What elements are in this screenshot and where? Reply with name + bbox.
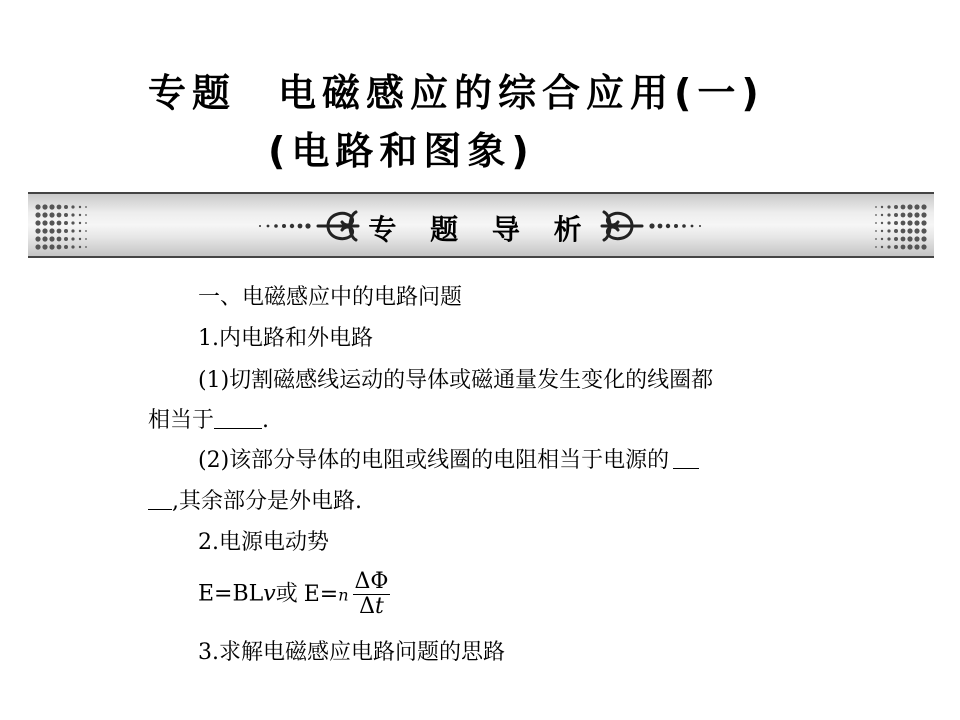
title-main: 电磁感应的综合应用(一) [278,71,765,115]
formula-e1: E=BL [198,581,264,607]
formula-fraction [353,570,391,619]
emf-formula [198,570,390,619]
denominator-delta: Δ [359,594,376,619]
fill-blank-2a [673,446,699,469]
fill-blank-1 [214,406,262,429]
item-1-heading: 1.内电路和外电路 [198,326,373,351]
page-title-line-1 [148,62,765,117]
item-1-1-text: 相当于 [148,408,215,433]
section-banner [28,192,934,258]
fraction-denominator [353,595,391,619]
item-1-2-tail: ,其余部分是外电路. [172,489,362,514]
title-prefix: 专题 [148,71,237,115]
fraction-numerator: ΔΦ [354,569,389,594]
item-1-2-text: (2)该部分导体的电阻或线圈的电阻相当于电源的 [198,448,670,473]
item-1-2-line-2 [148,487,362,517]
fill-blank-2b [148,487,172,510]
section-heading: 一、电磁感应中的电路问题 [198,285,463,310]
formula-n: n [338,585,349,605]
banner-title: 专 题 导 析 [368,213,594,246]
item-1-1-line-1: (1)切割磁感线运动的导体或磁通量发生变化的线圈都 [198,368,714,393]
item-1-2-line-1 [198,446,699,476]
item-3-heading: 3.求解电磁感应电路问题的思路 [198,640,505,665]
item-1-1-line-2 [148,406,269,436]
formula-or: 或 [275,581,298,607]
page-title-line-2: (电路和图象) [268,129,535,173]
formula-e2: E= [303,581,339,607]
item-2-heading: 2.电源电动势 [198,530,329,555]
item-1-1-period: . [262,408,270,433]
formula-v: v [263,581,276,607]
denominator-t: t [375,594,384,619]
